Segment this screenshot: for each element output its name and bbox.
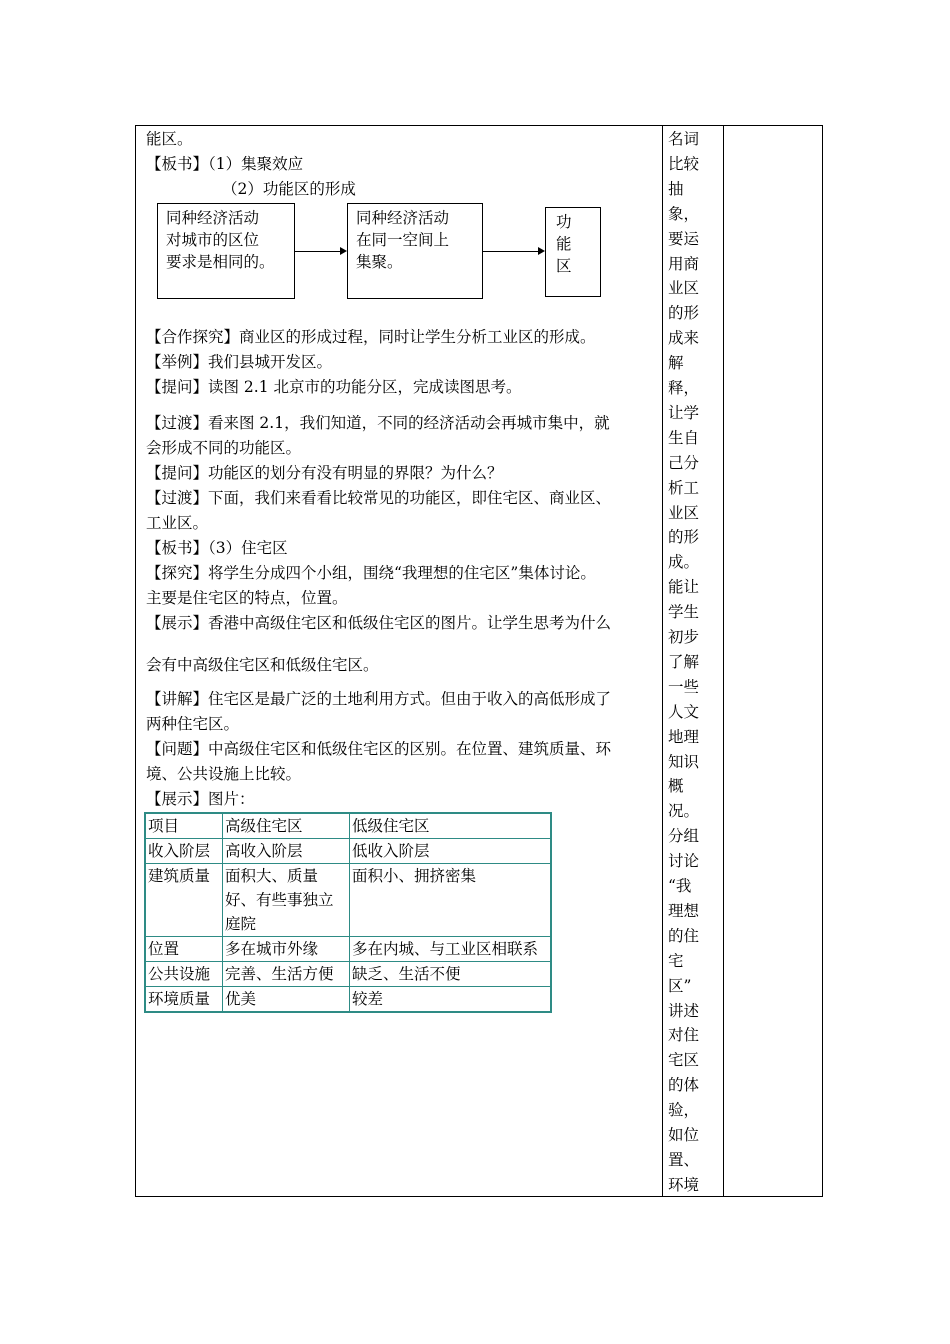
table-cell: 面积小、拥挤密集: [350, 864, 552, 937]
table-cell: 多在城市外缘: [223, 937, 350, 962]
side-note-line: 概: [668, 777, 684, 796]
table-row: [145, 987, 551, 1013]
side-note-line: 区”: [668, 976, 692, 995]
table-cell: 面积大、质量好、有些事独立庭院: [223, 864, 350, 937]
side-note-line: 分组: [668, 827, 700, 846]
side-note-line: 的形: [668, 528, 700, 547]
flow-box-requirement: [157, 203, 295, 299]
side-note-line: 业区: [668, 279, 700, 298]
text-line: （2）功能区的形成: [222, 180, 356, 198]
side-note-line: 解: [668, 354, 684, 373]
side-note-line: 要运: [668, 229, 700, 248]
flow-diagram: [157, 203, 607, 301]
side-note-line: 析工: [668, 478, 700, 497]
text-line: 【展示】图片：: [146, 790, 255, 808]
text-line: 【问题】中高级住宅区和低级住宅区的区别。在位置、建筑质量、环: [146, 740, 612, 758]
table-cell: 多在内城、与工业区相联系: [350, 937, 552, 962]
table-cell: 高收入阶层: [223, 839, 350, 864]
side-note-line: 置、: [668, 1150, 700, 1169]
table-cell: 高级住宅区: [223, 813, 350, 839]
side-note-line: “我: [668, 877, 692, 895]
text-line: 主要是住宅区的特点，位置。: [146, 589, 348, 607]
text-line: 【探究】将学生分成四个小组，围绕“我理想的住宅区”集体讨论。: [146, 564, 596, 582]
text-line: 【合作探究】商业区的形成过程，同时让学生分析工业区的形成。: [146, 328, 596, 346]
side-note-line: 释，: [668, 379, 700, 397]
text-line: 两种住宅区。: [146, 715, 240, 733]
side-note-line: 对住: [668, 1026, 700, 1045]
table-row: [145, 839, 551, 864]
column-divider: [662, 125, 663, 1197]
side-note-line: 生自: [668, 428, 700, 447]
side-note-line: 初步: [668, 628, 700, 646]
text-line: 【板书】（3）住宅区: [146, 539, 288, 557]
side-note-line: 己分: [668, 453, 700, 472]
text-line: 【提问】功能区的划分有没有明显的界限？为什么？: [146, 464, 503, 482]
table-cell: 位置: [145, 937, 223, 962]
table-cell: 公共设施: [145, 962, 223, 987]
table-cell: 建筑质量: [145, 864, 223, 937]
flow-text: 集聚。: [356, 253, 403, 271]
side-note-line: 比较: [668, 154, 700, 173]
flow-box-functional-area: [545, 207, 601, 297]
side-note-line: 讲述: [668, 1001, 700, 1020]
side-note-line: 一些: [668, 677, 700, 696]
column-divider: [723, 125, 724, 1197]
flow-box-gathering: [347, 203, 483, 299]
arrowhead-icon: [340, 247, 347, 255]
table-cell: 低级住宅区: [350, 813, 552, 839]
side-note-line: 地理: [668, 727, 700, 746]
flow-text: 在同一空间上: [356, 231, 450, 249]
text-line: 会形成不同的功能区。: [146, 439, 302, 457]
table-row: [145, 813, 551, 839]
side-note-line: 况。: [668, 802, 700, 821]
table-cell: 较差: [350, 987, 552, 1013]
flow-text: 能: [556, 235, 572, 253]
flow-arrow: [295, 251, 340, 252]
table-cell: 收入阶层: [145, 839, 223, 864]
table-cell: 缺乏、生活不便: [350, 962, 552, 987]
flow-arrow: [483, 251, 538, 252]
side-note-line: 理想: [668, 901, 700, 920]
table-row: [145, 962, 551, 987]
side-note-line: 的体: [668, 1076, 700, 1095]
side-note-line: 验，: [668, 1101, 700, 1120]
side-note-line: 能让: [668, 578, 700, 597]
text-line: 【过渡】看来图 2.1，我们知道，不同的经济活动会再城市集中，就: [146, 414, 610, 432]
side-note-line: 用商: [668, 254, 700, 273]
side-note-line: 人文: [668, 702, 700, 721]
side-note-line: 名词: [668, 130, 700, 148]
side-note-line: 成来: [668, 329, 700, 348]
table-row: [145, 937, 551, 962]
table-cell: 完善、生活方便: [223, 962, 350, 987]
side-note-line: 环境: [668, 1175, 700, 1194]
side-note-line: 象，: [668, 204, 700, 223]
side-note-line: 了解: [668, 652, 700, 671]
text-line: 【提问】读图 2.1 北京市的功能分区，完成读图思考。: [146, 378, 522, 396]
side-note-line: 成。: [668, 553, 700, 572]
side-note-line: 讨论: [668, 852, 700, 871]
flow-text: 同种经济活动: [166, 209, 260, 227]
table-row: [145, 864, 551, 937]
flow-text: 功: [556, 213, 572, 231]
flow-text: 要求是相同的。: [166, 253, 275, 271]
side-note-line: 的形: [668, 304, 700, 323]
side-note-line: 的住: [668, 926, 700, 945]
text-line: 工业区。: [146, 514, 209, 532]
text-line: 【板书】（1）集聚效应: [146, 155, 304, 173]
table-cell: 优美: [223, 987, 350, 1013]
side-note-line: 让学: [668, 403, 700, 422]
side-note-line: 宅区: [668, 1051, 700, 1070]
text-line: 会有中高级住宅区和低级住宅区。: [146, 656, 379, 674]
text-line: 【讲解】住宅区是最广泛的土地利用方式。但由于收入的高低形成了: [146, 690, 612, 708]
side-note-line: 知识: [668, 752, 700, 771]
side-note-line: 宅: [668, 951, 684, 970]
flow-text: 对城市的区位: [166, 231, 260, 249]
side-note-line: 业区: [668, 503, 700, 522]
text-line: 【过渡】下面，我们来看看比较常见的功能区，即住宅区、商业区、: [146, 489, 612, 507]
side-note-line: 抽: [668, 179, 684, 198]
text-line: 【展示】香港中高级住宅区和低级住宅区的图片。让学生思考为什么: [146, 614, 612, 632]
table-cell: 低收入阶层: [350, 839, 552, 864]
text-line: 能区。: [146, 130, 193, 148]
table-cell: 环境质量: [145, 987, 223, 1013]
text-line: 【举例】我们县城开发区。: [146, 353, 333, 371]
table-cell: 项目: [145, 813, 223, 839]
arrowhead-icon: [538, 247, 545, 255]
side-note-line: 如位: [668, 1126, 700, 1144]
side-note-line: 学生: [668, 603, 700, 622]
text-line: 境、公共设施上比较。: [146, 765, 302, 783]
flow-text: 同种经济活动: [356, 209, 450, 227]
flow-text: 区: [556, 257, 572, 275]
comparison-table: [144, 812, 552, 1013]
